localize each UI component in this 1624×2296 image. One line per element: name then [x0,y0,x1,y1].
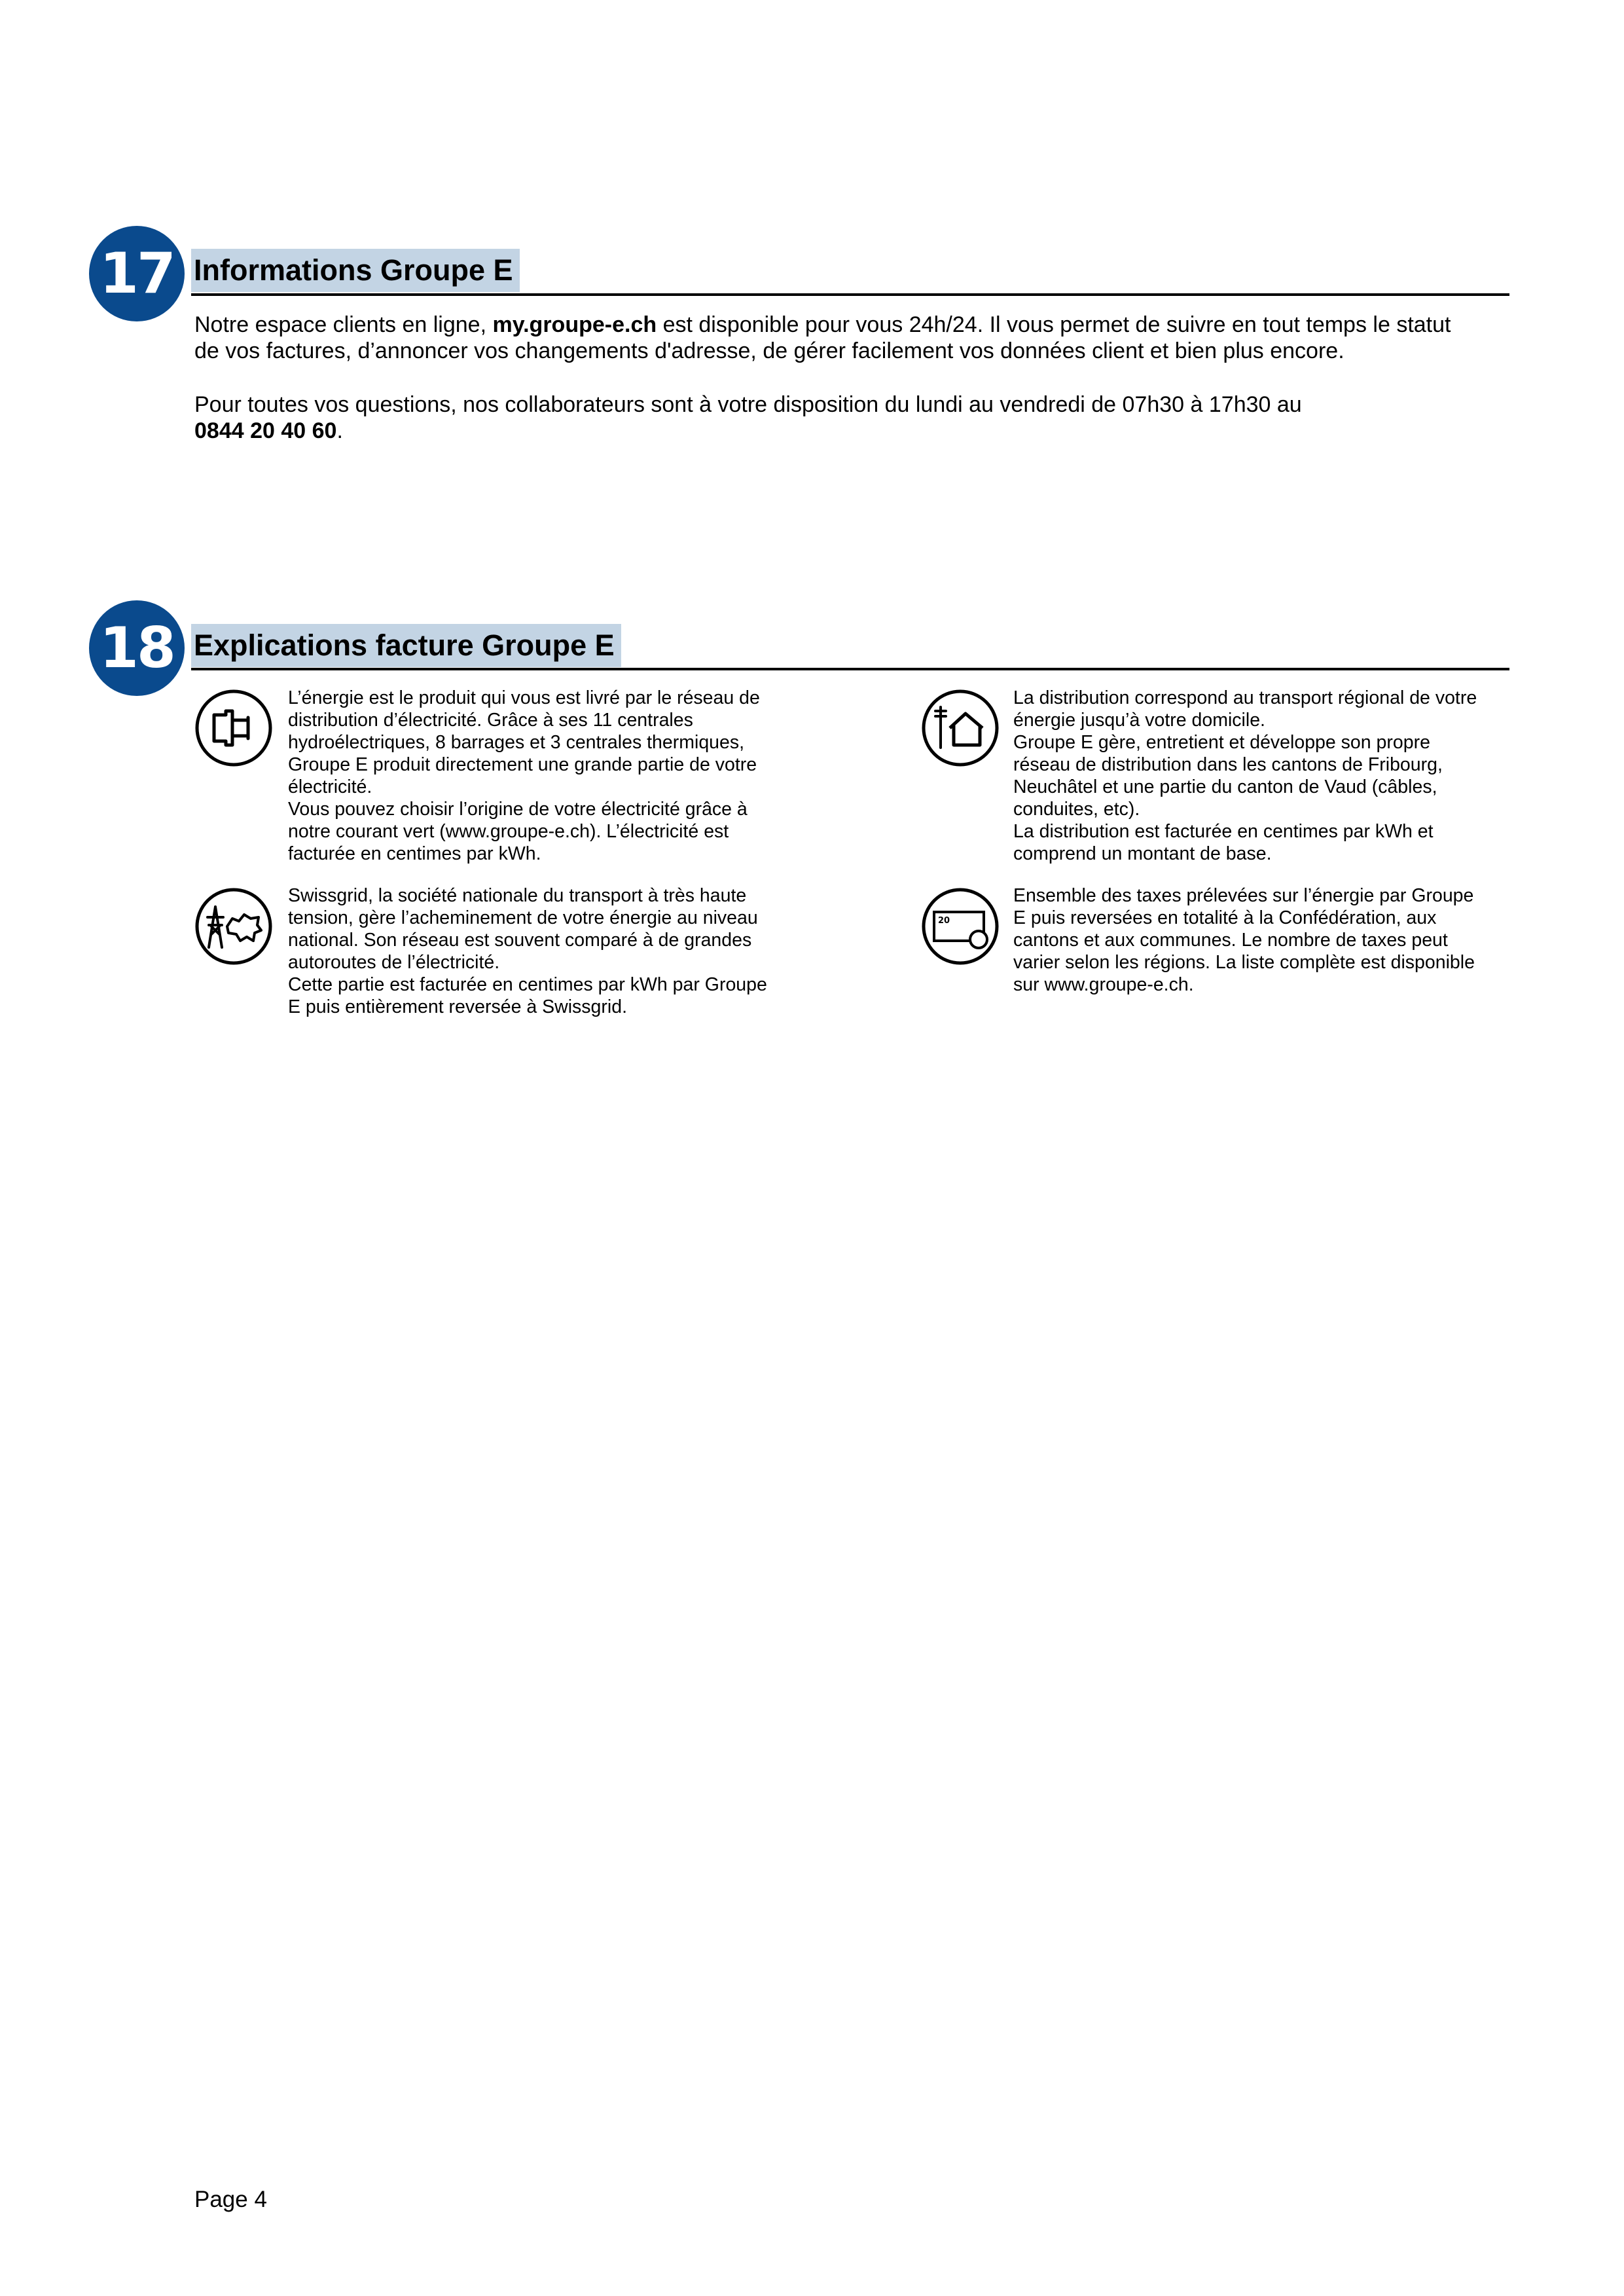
distribution-description: La distribution correspond au transport régional de votre énergie jusqu’à votre domicile. Groupe E gère, entretient et développe son propre réseau de distribution dans les cantons de Fribourg, Neuchâtel et une partie du canton de Vaud (câbles, conduites, etc). La distribution est facturée en centimes par kWh et comprend un montant de base. [1013,687,1477,864]
svg-text:20: 20 [938,916,950,926]
online-space-paragraph: Notre espace clients en ligne, my.groupe-e.ch est disponible pour vous 24h/24. Il vous permet de suivre en tout temps le statut de vos factures, d’annoncer vos changements d'adresse, de gérer facilement vos données client et bien plus encore. [194,312,1451,363]
taxes-description: Ensemble des taxes prélevées sur l’énergie par Groupe E puis reversées en totalité à la Confédération, aux cantons et aux communes. Le nombre de taxes peut varier selon les régions. La liste complète est disponible sur www.groupe-e.ch. [1013,885,1475,995]
plug-icon [194,689,273,767]
phone-number: 0844 20 40 60 [194,418,337,443]
section-divider [191,668,1509,670]
section-title: Informations Groupe E [191,249,520,292]
house-pole-icon [921,689,1000,767]
energy-description: L’énergie est le produit qui vous est livré par le réseau de distribution d’électricité. Grâce à ses 11 centrales hydroélectriques, 8 barrages et 3 centrales thermiques, Groupe E produit directement une grande partie de votre électricité. Vous pouvez choisir l’origine de votre électricité grâce à notre courant vert (www.groupe-e.ch). L’électricité est facturée en centimes par kWh. [288,687,760,864]
banknote-coin-icon [921,887,1000,966]
section-divider [191,293,1509,296]
section-number-badge: 18 [89,600,185,696]
swissgrid-description: Swissgrid, la société nationale du transport à très haute tension, gère l’acheminement de votre énergie au niveau national. Son réseau est souvent comparé à de grandes autoroutes de l’électricité. Cette partie est facturée en centimes par kWh par Groupe E puis entièrement reversée à Swissgrid. [288,885,767,1017]
section-title: Explications facture Groupe E [191,624,621,667]
pylon-swiss-map-icon [194,887,273,966]
section-number-badge: 17 [89,226,185,321]
customer-portal-link: my.groupe-e.ch [492,312,657,337]
page-number: Page 4 [194,2187,267,2212]
contact-paragraph: Pour toutes vos questions, nos collaborateurs sont à votre disposition du lundi au vendredi de 07h30 à 17h30 au 0844 20 40 60. [194,392,1302,443]
